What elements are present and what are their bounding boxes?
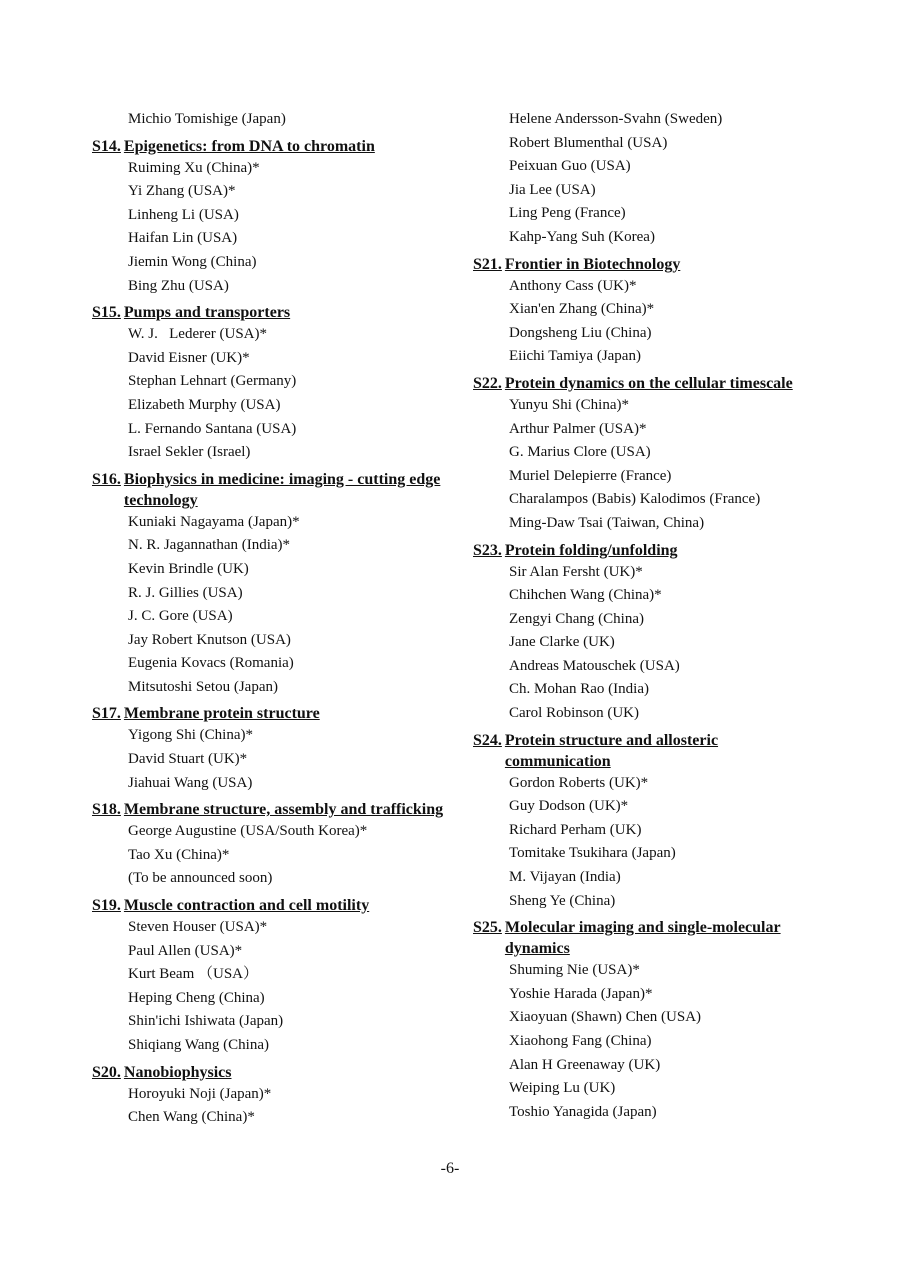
symposium-section xyxy=(473,917,803,1124)
section-heading xyxy=(473,917,803,959)
speaker-name: Xiaoyuan (Shawn) Chen (USA) xyxy=(509,1009,702,1026)
speaker-name: Ruiming Xu (China)* xyxy=(128,159,260,176)
speaker-name: (To be announced soon) xyxy=(128,870,273,887)
section-title: Pumps and transporters xyxy=(123,304,291,322)
section-title: Protein structure and allosteric communication xyxy=(504,731,719,770)
speaker-name: L. Fernando Santana (USA) xyxy=(128,420,297,437)
speaker-name: Carol Robinson (UK) xyxy=(509,705,639,722)
speaker-name: Alan H Greenaway (UK) xyxy=(509,1056,661,1073)
speaker-name: David Eisner (UK)* xyxy=(128,349,250,366)
speaker-name: Jay Robert Knutson (USA) xyxy=(128,631,291,648)
speaker-name: Jiahuai Wang (USA) xyxy=(128,774,253,791)
speaker-name: Ming-Daw Tsai (Taiwan, China) xyxy=(509,514,705,531)
speaker-name: Chihchen Wang (China)* xyxy=(509,587,662,604)
speaker-name: Jia Lee (USA) xyxy=(509,181,596,198)
section-number: S16. xyxy=(92,470,121,488)
symposium-section xyxy=(92,799,452,891)
section-number: S18. xyxy=(92,801,121,819)
section-heading xyxy=(92,703,452,724)
section-title: Protein dynamics on the cellular timescale xyxy=(504,374,793,392)
speaker-name: Sir Alan Fersht (UK)* xyxy=(509,563,643,580)
section-heading xyxy=(473,373,803,394)
speaker-name: Chen Wang (China)* xyxy=(128,1109,255,1126)
left-column xyxy=(92,108,452,1130)
symposium-section xyxy=(92,703,452,795)
speaker-name: Kevin Brindle (UK) xyxy=(128,560,249,577)
symposium-section xyxy=(92,136,452,299)
speaker-name: Yunyu Shi (China)* xyxy=(509,396,629,413)
speaker-name: Muriel Delepierre (France) xyxy=(509,467,672,484)
section-title: Nanobiophysics xyxy=(123,1063,232,1081)
speaker-name: Charalampos (Babis) Kalodimos (France) xyxy=(509,491,761,508)
speaker-name: Yigong Shi (China)* xyxy=(128,727,254,744)
speaker-name: Richard Perham (UK) xyxy=(509,821,642,838)
section-number: S19. xyxy=(92,897,121,915)
speaker-name: Linheng Li (USA) xyxy=(128,206,239,223)
speaker-name: Ling Peng (France) xyxy=(509,205,626,222)
section-title: Protein folding/unfolding xyxy=(504,541,678,559)
speaker-name: Kurt Beam （USA） xyxy=(128,966,258,983)
section-number: S25. xyxy=(473,919,502,937)
speaker-name: Gordon Roberts (UK)* xyxy=(509,774,649,791)
speaker-name: Ch. Mohan Rao (India) xyxy=(509,681,649,698)
speaker-name: M. Vijayan (India) xyxy=(509,869,621,886)
speaker-name: Xian'en Zhang (China)* xyxy=(509,301,655,318)
section-number: S15. xyxy=(92,304,121,322)
speaker-name: Toshio Yanagida (Japan) xyxy=(509,1103,657,1120)
speaker-name: Elizabeth Murphy (USA) xyxy=(128,396,281,413)
speaker-name: Robert Blumenthal (USA) xyxy=(509,134,668,151)
speaker-name: Guy Dodson (UK)* xyxy=(509,798,629,815)
symposium-section xyxy=(473,373,803,536)
symposium-section xyxy=(92,302,452,465)
section-title: Muscle contraction and cell motility xyxy=(123,897,370,915)
symposium-section xyxy=(92,895,452,1058)
right-column xyxy=(473,108,803,1124)
section-heading xyxy=(92,799,452,820)
symposium-section xyxy=(92,1062,452,1130)
speaker-name: Yoshie Harada (Japan)* xyxy=(509,985,653,1002)
speaker-name: R. J. Gillies (USA) xyxy=(128,584,243,601)
speaker-name: Michio Tomishige (Japan) xyxy=(128,111,286,127)
section-number: S17. xyxy=(92,705,121,723)
speaker-name: Tomitake Tsukihara (Japan) xyxy=(509,845,676,862)
symposium-section xyxy=(473,254,803,369)
speaker-name: Kahp-Yang Suh (Korea) xyxy=(509,228,655,245)
section-heading xyxy=(92,469,452,511)
speaker-name: W. J. Lederer (USA)* xyxy=(128,326,267,343)
speaker-name: Dongsheng Liu (China) xyxy=(509,324,652,341)
speaker-name: Shuming Nie (USA)* xyxy=(509,962,640,979)
speaker-name: Peixuan Guo (USA) xyxy=(509,158,631,175)
speaker-name: Shin'ichi Ishiwata (Japan) xyxy=(128,1013,284,1030)
symposium-section xyxy=(473,730,803,914)
speaker-name: Stephan Lehnart (Germany) xyxy=(128,373,297,390)
speaker-name: Israel Sekler (Israel) xyxy=(128,444,251,461)
speaker-name: Paul Allen (USA)* xyxy=(128,942,243,959)
section-title: Membrane structure, assembly and trafficking xyxy=(123,801,444,819)
symposium-section xyxy=(92,469,452,700)
speaker-name: Yi Zhang (USA)* xyxy=(128,183,236,200)
section-title: Epigenetics: from DNA to chromatin xyxy=(123,137,375,155)
section-heading xyxy=(92,302,452,323)
section-heading xyxy=(92,895,452,916)
section-title: Membrane protein structure xyxy=(123,705,320,723)
speaker-name: G. Marius Clore (USA) xyxy=(509,444,651,461)
section-heading xyxy=(473,254,803,275)
section-heading xyxy=(92,136,452,157)
speaker-name: Eugenia Kovacs (Romania) xyxy=(128,655,294,672)
speaker-name: Tao Xu (China)* xyxy=(128,846,230,863)
speaker-name: Sheng Ye (China) xyxy=(509,892,616,909)
speaker-name: Haifan Lin (USA) xyxy=(128,230,238,247)
speaker-name: Jiemin Wong (China) xyxy=(128,253,257,270)
section-heading xyxy=(473,540,803,561)
speaker-name: Weiping Lu (UK) xyxy=(509,1080,616,1097)
speaker-name: Anthony Cass (UK)* xyxy=(509,277,637,294)
section-heading xyxy=(473,730,803,772)
speaker-name: Horoyuki Noji (Japan)* xyxy=(128,1085,272,1102)
section-title: Biophysics in medicine: imaging - cutting edge technology xyxy=(123,470,441,509)
section-number: S22. xyxy=(473,374,502,392)
speaker-name: Mitsutoshi Setou (Japan) xyxy=(128,678,278,695)
section-number: S20. xyxy=(92,1063,121,1081)
speaker-name: Bing Zhu (USA) xyxy=(128,277,229,294)
section-number: S24. xyxy=(473,731,502,749)
speaker-name: David Stuart (UK)* xyxy=(128,751,248,768)
speaker-name: N. R. Jagannathan (India)* xyxy=(128,537,291,554)
speaker-name: Arthur Palmer (USA)* xyxy=(509,420,647,437)
speaker-name: Xiaohong Fang (China) xyxy=(509,1033,652,1049)
section-number: S23. xyxy=(473,541,502,559)
symposium-section xyxy=(473,540,803,726)
section-heading xyxy=(92,1062,452,1083)
speaker-name: Andreas Matouschek (USA) xyxy=(509,657,680,674)
section-number: S14. xyxy=(92,137,121,155)
section-number: S21. xyxy=(473,255,502,273)
speaker-name: Helene Andersson-Svahn (Sweden) xyxy=(509,111,723,127)
speaker-name: Kuniaki Nagayama (Japan)* xyxy=(128,513,300,530)
speaker-name: J. C. Gore (USA) xyxy=(128,608,233,625)
speaker-name: George Augustine (USA/South Korea)* xyxy=(128,823,368,840)
speaker-name: Eiichi Tamiya (Japan) xyxy=(509,348,641,365)
page-number: -6- xyxy=(440,1160,460,1177)
section-title: Frontier in Biotechnology xyxy=(504,255,681,273)
speaker-name: Steven Houser (USA)* xyxy=(128,919,268,936)
speaker-name: Heping Cheng (China) xyxy=(128,989,265,1006)
speaker-name: Jane Clarke (UK) xyxy=(509,634,615,651)
speaker-name: Zengyi Chang (China) xyxy=(509,610,644,627)
speaker-name: Shiqiang Wang (China) xyxy=(128,1037,269,1053)
section-title: Molecular imaging and single-molecular dynamics xyxy=(504,919,781,958)
